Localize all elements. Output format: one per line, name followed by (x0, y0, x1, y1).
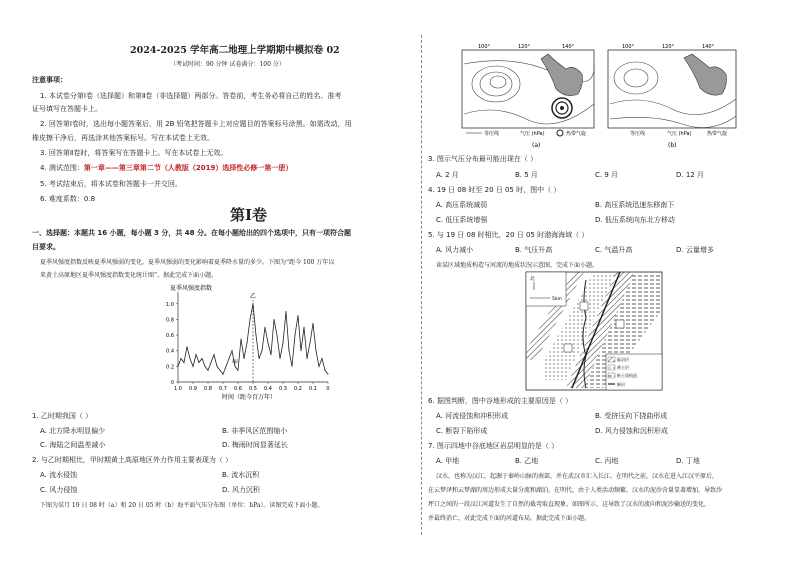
data-point (262, 350, 263, 351)
data-point (283, 342, 284, 343)
data-point (292, 366, 293, 367)
data-point (199, 362, 200, 363)
x-tick-label: 1.0 (174, 386, 182, 392)
data-point (244, 358, 245, 359)
q6-option-d[interactable]: D. 风力侵蚀和沉积形成 (595, 427, 668, 435)
q5-option-a[interactable]: A. 风力减小 (436, 246, 474, 254)
y-tick-label: 0.8 (166, 317, 174, 324)
map-label-b: (b) (668, 142, 677, 149)
y-tick-label: 0.2 (166, 364, 174, 371)
data-point (259, 358, 260, 359)
data-point (325, 370, 326, 371)
passage-text: 读某区域地质构造与河流的地质状况示意图，完成下面小题。 (436, 262, 599, 269)
note-line: 6. 难度系数：0.8 (40, 195, 96, 203)
data-point (202, 358, 203, 359)
passage-text: 并最终消亡。对此完成下面的河道布局。据此完成下面小题。 (428, 515, 591, 522)
q1-option-c[interactable]: C. 海陆之间温差减小 (40, 441, 106, 449)
data-point (214, 354, 215, 355)
q3-option-a[interactable]: A. 2 月 (436, 171, 459, 179)
chart-title: 夏季风强度指数 (170, 285, 213, 292)
map-legend (462, 128, 742, 150)
lon-label: 100° (478, 44, 491, 50)
section-instruction: 一、选择题：本题共 16 小题，每小题 3 分，共 48 分。在每小题给出的四个选项中，只有一项符合题 (32, 229, 351, 237)
scope-label: 4. 测试范围： (40, 164, 84, 172)
exam-subtitle: （考试时间：90 分钟 试卷满分：100 分） (170, 61, 285, 68)
data-point (232, 350, 233, 351)
q4-option-c[interactable]: C. 低压系统增强 (436, 216, 488, 224)
q2-option-d[interactable]: D. 风力沉积 (222, 486, 260, 494)
q3-stem: 3. 图示气压分布最可能出现在（ ） (428, 155, 538, 163)
data-point (220, 370, 221, 371)
legend-pressure: 气压 (hPa) (520, 131, 545, 137)
data-point (247, 342, 248, 343)
x-tick-label: 0.8 (204, 386, 212, 392)
x-tick-label: 0.5 (249, 386, 257, 392)
q6-stem: 6. 据图判断，图中谷地形成的主要原因是（ ） (428, 397, 573, 405)
q4-option-b[interactable]: B. 高压系统迅速东移南下 (595, 201, 675, 209)
legend-isobar: 等压线 (484, 131, 500, 137)
q6-option-a[interactable]: A. 河流侵蚀和冲积形成 (436, 412, 509, 420)
y-tick-label: 1.0 (166, 301, 174, 308)
q7-option-a[interactable]: A. 甲地 (436, 457, 460, 465)
q1-option-b[interactable]: B. 非季风区范围缩小 (222, 427, 288, 435)
data-point (184, 362, 185, 363)
data-point (328, 374, 329, 375)
x-tick-label: 0.2 (294, 386, 302, 392)
x-tick-label: 0.6 (234, 386, 242, 392)
column-divider (421, 35, 422, 535)
data-point (178, 366, 179, 367)
q4-stem: 4. 19 日 08 时至 20 日 05 时，图中（ ） (428, 186, 561, 194)
q2-stem: 2. 与乙时期相比，甲时期黄土高原地区外力作用主要表现为（ ） (32, 456, 233, 464)
x-tick-label: 0.3 (279, 386, 287, 392)
q5-option-b[interactable]: B. 气压升高 (515, 246, 553, 254)
legend-item: 黄土层 (617, 365, 629, 370)
data-point (217, 366, 218, 367)
data-point (193, 366, 194, 367)
cyclone-legend-icon (557, 130, 563, 136)
note-line-scope (40, 164, 292, 173)
q4-option-a[interactable]: A. 高压系统减弱 (436, 201, 488, 209)
q7-option-d[interactable]: D. 丁地 (676, 457, 700, 465)
annotation-yi: 乙 (249, 292, 257, 300)
data-point (250, 319, 251, 320)
monsoon-index-chart (160, 282, 340, 402)
data-point (316, 350, 317, 351)
y-tick-label: 0.4 (166, 348, 174, 355)
q6-option-b[interactable]: B. 受挤压向下挠曲形成 (595, 412, 668, 420)
scope-highlight: 第一章——第三章第二节（人教版（2019）选择性必修一第一册） (83, 164, 293, 172)
data-point (229, 358, 230, 359)
x-tick-label: 0.4 (264, 386, 272, 392)
data-point (223, 374, 224, 375)
data-point (208, 370, 209, 371)
q7-option-b[interactable]: B. 乙地 (515, 457, 539, 465)
geology-map (524, 270, 664, 392)
lon-label: 100° (622, 44, 635, 50)
volume-title: 第Ⅰ卷 (230, 206, 268, 224)
q3-option-b[interactable]: B. 5 月 (515, 171, 538, 179)
data-point (274, 319, 275, 320)
data-point (265, 327, 266, 328)
data-point (277, 335, 278, 336)
note-line: 3. 回答第Ⅱ卷时，将答案写在答题卡上。写在本试卷上无效。 (40, 149, 228, 157)
pressure-map-b (602, 44, 742, 136)
data-point (313, 323, 314, 324)
exam-title: 2024-2025 学年高二地理上学期期中模拟卷 02 (130, 45, 340, 56)
x-tick-label: 0 (326, 386, 330, 392)
note-line: 2. 回答第Ⅰ卷时，选出每小题答案后，用 2B 铅笔把答题卡上对应题目的答案标号涂黑。如需改动，用 (40, 120, 352, 128)
notes-heading: 注意事项： (32, 76, 67, 84)
q3-option-d[interactable]: D. 12 月 (676, 171, 704, 179)
legend-cyclone: 热带气旋 (707, 131, 728, 137)
q7-stem: 7. 图示四地中谷底地区岩层明显的是（ ） (428, 442, 559, 450)
passage-text: 下图为某月 19 日 08 时（a）和 20 日 05 时（b）海平面气压分布图（单位：hPa）。读图完成下面小题。 (40, 502, 324, 509)
note-line: 5. 考试结束后，将本试卷和答题卡一并交回。 (40, 180, 182, 188)
annotation-jia: 甲 (231, 359, 239, 367)
q2-option-c[interactable]: C. 风力侵蚀 (40, 486, 78, 494)
q7-option-c[interactable]: C. 丙地 (595, 457, 619, 465)
data-point (238, 370, 239, 371)
data-point (295, 335, 296, 336)
q5-stem: 5. 与 19 日 08 时相比，20 日 05 时渤海海域（ ） (428, 231, 589, 239)
passage-text: 夏季风强度指数反映夏季风强弱的变化。夏季风强弱的变化影响着夏季降水量的多少。下图为“距今 100 万年以 (40, 259, 335, 266)
data-point (181, 358, 182, 359)
q5-option-d[interactable]: D. 云量增多 (676, 246, 714, 254)
data-point (310, 342, 311, 343)
data-point (304, 327, 305, 328)
passage-text: 来黄土高原地区夏季风强度指数变化统计图”。据此完成下面小题。 (40, 272, 218, 279)
scale-label: 5km (552, 297, 562, 302)
q1-option-d[interactable]: D. 梅雨时间显著延长 (222, 441, 288, 449)
note-line: 1. 本试卷分第Ⅰ卷（选择题）和第Ⅱ卷（非选择题）两部分。答卷前，考生务必将自己的姓名、准考 (40, 92, 342, 100)
data-point (196, 354, 197, 355)
note-line: 证号填写在答题卡上。 (32, 105, 102, 113)
q4-option-d[interactable]: D. 低压系统向东北方移动 (595, 216, 675, 224)
chart-xlabel: 时间（距今百万年） (222, 394, 277, 401)
data-point (319, 366, 320, 367)
passage-text: 在云梦泽和云梦湖的周边形成大量分流和湖泊。在明代，由于人类活动频繁，汉水的泥沙含量显著增加，导致沙 (428, 487, 723, 494)
x-tick-label: 0.1 (309, 386, 317, 392)
data-point (286, 311, 287, 312)
legend-isobar: 等压线 (630, 131, 646, 137)
legend-item: 断层 (617, 382, 625, 387)
lon-label: 140° (562, 44, 575, 50)
q2-option-a[interactable]: A. 流水侵蚀 (40, 471, 78, 479)
legend-item: 砾岩层 (617, 357, 629, 362)
lon-label: 140° (702, 44, 715, 50)
lon-label: 120° (518, 44, 531, 50)
legend-cyclone: 热带气旋 (566, 131, 587, 137)
data-point (205, 366, 206, 367)
north-arrow-label: 北 (530, 276, 536, 282)
data-point (256, 335, 257, 336)
q1-option-a[interactable]: A. 北方降水明显偏少 (40, 427, 106, 435)
x-tick-label: 0.9 (189, 386, 197, 392)
pressure-map-a (456, 44, 600, 136)
data-point (322, 358, 323, 359)
legend-item: 粘土质构造 (617, 373, 637, 378)
passage-text: 汉水，也称为汉江，起源于秦岭山脉的南部，并在武汉市汇入长江。在明代之前，汉水在进入江汉平原后， (436, 473, 719, 480)
data-point (298, 315, 299, 316)
legend-pressure: 气压 (hPa) (667, 131, 692, 137)
note-line: 橡皮擦干净后，再选涂其他答案标号。写在本试卷上无效。 (32, 134, 214, 142)
q2-option-b[interactable]: B. 流水沉积 (222, 471, 260, 479)
data-point (271, 354, 272, 355)
data-point (307, 358, 308, 359)
y-tick-label: 0.6 (166, 333, 174, 340)
data-point (187, 346, 188, 347)
data-point (280, 358, 281, 359)
x-tick-label: 0.7 (219, 386, 227, 392)
q5-option-c[interactable]: C. 气温升高 (595, 246, 633, 254)
lon-label: 120° (662, 44, 675, 50)
data-point (289, 350, 290, 351)
data-point (211, 362, 212, 363)
q1-stem: 1. 乙时期我国（ ） (32, 412, 93, 420)
passage-text: 坪口之间的一段汉江河道发生了自然的截弯取直现象。如图所示，这导致了汉水的流向和泥沙输送的变化， (428, 501, 711, 508)
q6-option-c[interactable]: C. 断裂下陷形成 (436, 427, 488, 435)
y-tick-label: 0 (170, 380, 174, 386)
data-point (226, 366, 227, 367)
map-label-a: (a) (532, 142, 541, 149)
data-point (301, 350, 302, 351)
data-point (190, 358, 191, 359)
data-point (241, 339, 242, 340)
data-point (268, 342, 269, 343)
section-instruction: 目要求。 (32, 243, 60, 251)
q3-option-c[interactable]: C. 9 月 (595, 171, 619, 179)
